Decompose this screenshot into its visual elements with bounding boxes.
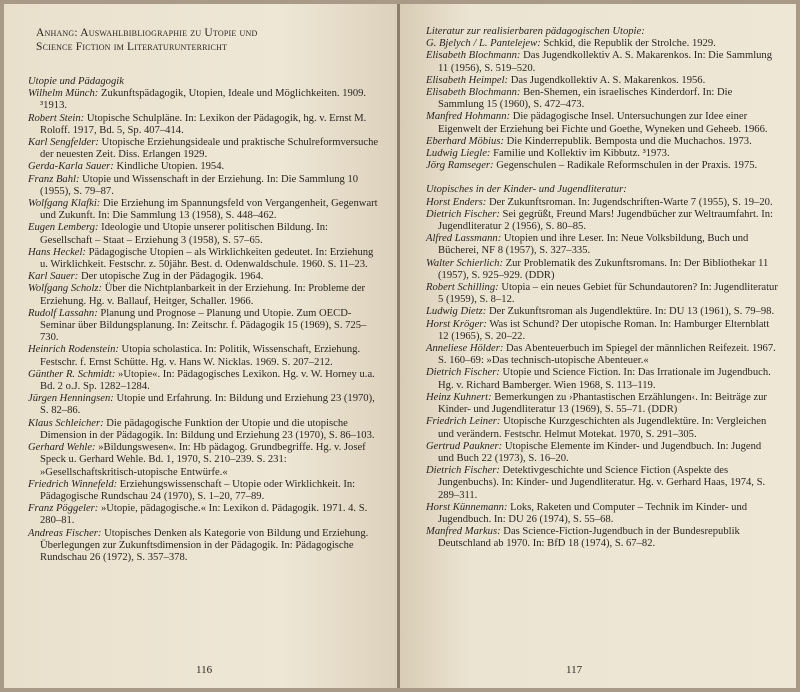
bibliography-entry — [426, 502, 778, 526]
bibliography-entry — [426, 160, 778, 172]
entry-author: Gerda-Karla Sauer: — [28, 161, 114, 173]
entry-author: Elisabeth Heimpel: — [426, 74, 509, 86]
bibliography-entry — [28, 113, 382, 137]
section-title-kinder-jugendliteratur: Utopisches in der Kinder- und Jugendliteratur: — [426, 184, 627, 196]
entry-text: Was ist Schund? Der utopische Roman. In: Hamburger Elternblatt 12 (1965), S. 20–22. — [438, 318, 770, 342]
entry-text: Erziehungswissenschaft – Utopie oder Wirklichkeit. In: Pädagogische Rundschau 24 (1970), S. 1–20, 77–89. — [40, 478, 356, 502]
section-title-realisierbare-utopie: Literatur zur realisierbaren pädagogischen Utopie: — [426, 26, 645, 37]
entry-author: Horst Künnemann: — [426, 501, 508, 513]
entry-text: Der utopische Zug in der Pädagogik. 1964. — [78, 271, 264, 283]
bibliography-entry — [28, 161, 382, 173]
entry-author: Eberhard Möbius: — [426, 135, 504, 147]
entry-author: Jürgen Henningsen: — [28, 393, 114, 405]
bibliography-entry — [28, 528, 382, 565]
entry-author: Wolfgang Scholz: — [28, 283, 103, 295]
entry-text: Utopische Erziehungsideale und praktische Schulreformversuche der neuesten Zeit. Diss. Erlangen 1929. — [40, 137, 379, 161]
entry-text: Loks, Raketen und Computer – Technik im Kinder- und Jugendbuch. In: DU 26 (1974), S. 55–68. — [438, 501, 748, 525]
entry-author: Friedrich Leiner: — [426, 416, 501, 428]
bibliography-entry — [426, 343, 778, 367]
bibliography-entry — [426, 38, 778, 50]
bibliography-entry — [426, 136, 778, 148]
entry-text: Über die Nichtplanbarkeit in der Erziehung. In: Probleme der Erziehung. Hg. v. Ballauf, Heitger, Schaller. 1966. — [40, 283, 366, 307]
entry-author: Elisabeth Blochmann: — [426, 50, 521, 62]
entry-author: Klaus Schleicher: — [28, 417, 104, 429]
bibliography-entry — [28, 137, 382, 161]
entry-text: Kindliche Utopien. 1954. — [113, 161, 225, 173]
bibliography-list-left — [28, 88, 382, 564]
entry-author: Dietrich Fischer: — [426, 208, 500, 220]
entry-author: Anneliese Hölder: — [426, 343, 504, 355]
entry-author: Alfred Lassmann: — [426, 233, 502, 245]
entry-author: G. Bjelych / L. Pantelejew: — [426, 38, 541, 50]
entry-text: Das Science-Fiction-Jugendbuch in der Bundesrepublik Deutschland ab 1970. In: BfD 18 (1974), S. 67–82. — [438, 526, 740, 550]
entry-text: Familie und Kollektiv im Kibbutz. ³1973. — [490, 148, 670, 160]
entry-text: Die Kinderrepublik. Bemposta und die Muchachos. 1973. — [503, 135, 752, 147]
entry-author: Günther R. Schmidt: — [28, 368, 116, 380]
bibliography-entry — [28, 271, 382, 283]
entry-author: Friedrich Winnefeld: — [28, 478, 118, 490]
bibliography-entry — [28, 479, 382, 503]
entry-text: Das Jugendkollektiv A. S. Makarenkos. 1956. — [508, 74, 706, 86]
section-title-utopie-paedagogik: Utopie und Pädagogik — [28, 76, 124, 87]
entry-text: »Bildungswesen«. In: Hb pädagog. Grundbegriffe. Hg. v. Josef Speck u. Gerhard Wehle. Bd. 1, 1970, S. 210–239. S. 231: »Gesellschaftskritisch-utopische Entwürfe.« — [40, 442, 366, 478]
entry-text: Das Jugendkollektiv A. S. Makarenkos. In: Die Sammlung 11 (1956), S. 519–520. — [438, 50, 773, 74]
bibliography-entry — [426, 319, 778, 343]
page-number-right: 117 — [566, 664, 583, 676]
entry-author: Manfred Hohmann: — [426, 111, 511, 123]
bibliography-entry — [426, 75, 778, 87]
entry-author: Jörg Ramseger: — [426, 160, 494, 172]
left-page — [4, 4, 398, 688]
bibliography-entry — [426, 50, 778, 74]
bibliography-entry — [426, 148, 778, 160]
entry-author: Walter Schierlich: — [426, 257, 503, 269]
entry-author: Dietrich Fischer: — [426, 465, 500, 477]
entry-author: Heinrich Rodenstein: — [28, 344, 119, 356]
entry-author: Karl Sengfelder: — [28, 137, 99, 149]
entry-author: Gertrud Paukner: — [426, 440, 503, 452]
bibliography-entry — [426, 392, 778, 416]
bibliography-entry — [426, 306, 778, 318]
bibliography-entry — [28, 198, 382, 222]
entry-author: Hans Heckel: — [28, 246, 86, 258]
entry-author: Ludwig Liegle: — [426, 148, 491, 160]
entry-author: Manfred Markus: — [426, 526, 501, 538]
entry-text: Die Erziehung im Spannungsfeld von Vergangenheit, Gegenwart und Zukunft. In: Die Sammlung 13 (1958), S. 448–462. — [40, 198, 378, 222]
entry-text: Der Zukunftsroman als Jugendlektüre. In: DU 13 (1961), S. 79–98. — [486, 306, 775, 318]
bibliography-entry — [28, 222, 382, 246]
section-gap — [426, 172, 778, 184]
bibliography-list-right-1 — [426, 38, 778, 172]
right-page — [400, 4, 796, 688]
bibliography-entry — [426, 258, 778, 282]
entry-author: Wolfgang Klafki: — [28, 198, 101, 210]
entry-text: Pädagogische Utopien – als Wirklichkeiten gedeutet. In: Erziehung u. Wirklichkeit. Festschr. z. 50jähr. Best. d. Odenwaldschule. 1960. S. 11–23. — [40, 246, 374, 271]
entry-text: »Utopie, pädagogische.« In: Lexikon d. Pädagogik. 1971. 4. S. 280–81. — [40, 503, 368, 527]
entry-author: Franz Bahl: — [28, 173, 80, 185]
left-page-content — [28, 26, 382, 564]
bibliography-entry — [28, 344, 382, 368]
page-number-left: 116 — [196, 664, 213, 676]
heading-line-2: Science Fiction im Literaturunterricht — [36, 41, 228, 53]
entry-text: Utopie und Wissenschaft in der Erziehung. In: Die Sammlung 10 (1955), S. 79–87. — [40, 173, 359, 197]
entry-author: Gerhard Wehle: — [28, 442, 96, 454]
bibliography-entry — [426, 441, 778, 465]
bibliography-list-right-2 — [426, 197, 778, 551]
appendix-heading — [28, 26, 382, 54]
entry-author: Andreas Fischer: — [28, 527, 102, 539]
bibliography-entry — [426, 197, 778, 209]
bibliography-entry — [426, 416, 778, 440]
bibliography-entry — [426, 111, 778, 135]
entry-text: Gegenschulen – Radikale Reformschulen in der Praxis. 1975. — [493, 160, 758, 172]
entry-author: Rudolf Lassahn: — [28, 307, 98, 319]
entry-text: Zur Problematik des Zukunftsromans. In: Der Bibliothekar 11 (1957), S. 925–929. (DDR) — [438, 257, 769, 281]
entry-text: Zukunftspädagogik, Utopien, Ideale und Möglichkeiten. 1909. ³1913. — [40, 88, 367, 112]
bibliography-entry — [426, 209, 778, 233]
entry-author: Eugen Lemberg: — [28, 222, 99, 234]
entry-text: Utopie und Erfahrung. In: Bildung und Erziehung 23 (1970), S. 82–86. — [40, 393, 375, 417]
entry-author: Horst Kröger: — [426, 318, 487, 330]
bibliography-entry — [28, 88, 382, 112]
entry-text: Bemerkungen zu ›Phantastischen Erzählungen‹. In: Beiträge zur Kinder- und Jugendliteratur 13 (1969), S. 55–71. (DDR) — [438, 391, 767, 416]
bibliography-entry — [28, 174, 382, 198]
entry-text: Die pädagogische Funktion der Utopie und die utopische Dimension in der Pädagogik. In: Bildung und Erziehung 23 (1970), S. 86–103. — [40, 417, 375, 441]
entry-author: Karl Sauer: — [28, 271, 79, 283]
entry-text: Das Abenteuerbuch im Spiegel der männlichen Reifezeit. 1967. S. 160–69: »Das technisch-utopische Abenteuer.« — [438, 343, 776, 367]
entry-text: Utopische Elemente im Kinder- und Jugendbuch. In: Jugend und Buch 22 (1973), S. 16–20. — [438, 440, 762, 464]
entry-text: Schkid, die Republik der Strolche. 1929. — [540, 38, 716, 50]
bibliography-entry — [426, 282, 778, 306]
bibliography-entry — [426, 465, 778, 502]
entry-author: Wilhelm Münch: — [28, 88, 99, 100]
entry-author: Dietrich Fischer: — [426, 367, 500, 379]
bibliography-entry — [28, 283, 382, 307]
entry-text: Utopia – ein neues Gebiet für Schundautoren? In: Jugendliteratur 5 (1959), S. 8–12. — [438, 282, 778, 306]
entry-text: Die pädagogische Insel. Untersuchungen zur Idee einer Eigenwelt der Erziehung bei Fichte und Goethe, Wyneken und Geheeb. 1966. — [438, 111, 768, 135]
entry-text: Ideologie und Utopie unserer politischen Bildung. In: Gesellschaft – Staat – Erziehung 3 (1958), S. 57–65. — [40, 222, 329, 246]
bibliography-entry — [28, 442, 382, 479]
bibliography-entry — [426, 87, 778, 111]
right-page-content — [426, 26, 778, 551]
bibliography-entry — [28, 503, 382, 527]
entry-text: Detektivgeschichte und Science Fiction (Aspekte des Jungenbuchs). In: Kinder- und Jugendliteratur. Hg. v. Gerhard Haas, 1974, S. 289–311. — [438, 465, 766, 501]
bibliography-entry — [426, 367, 778, 391]
bibliography-entry — [426, 233, 778, 257]
entry-author: Robert Stein: — [28, 112, 85, 124]
entry-text: Utopisches Denken als Kategorie von Bildung und Erziehung. Überlegungen zur Zukunftsdimension in der Pädagogik. In: Pädagogische Rundschau 26 (1972), S. 357–378. — [40, 527, 369, 563]
heading-line-1: Anhang: Auswahlbibliographie zu Utopie und — [36, 27, 258, 39]
bibliography-entry — [28, 369, 382, 393]
entry-author: Ludwig Dietz: — [426, 306, 487, 318]
entry-text: Ben-Shemen, ein israelisches Kinderdorf. In: Die Sammlung 15 (1960), S. 472–473. — [438, 87, 733, 111]
bibliography-entry — [28, 247, 382, 271]
bibliography-entry — [28, 308, 382, 345]
entry-text: Utopische Schulpläne. In: Lexikon der Pädagogik, hg. v. Ernst M. Roloff. 1917, Bd. 5, Sp. 407–414. — [40, 112, 367, 136]
entry-author: Horst Enders: — [426, 196, 487, 208]
bibliography-entry — [28, 418, 382, 442]
entry-author: Elisabeth Blochmann: — [426, 87, 521, 99]
entry-text: Sei gegrüßt, Freund Mars! Jugendbücher zur Weltraumfahrt. In: Jugendliteratur 2 (1956), S. 80–85. — [438, 208, 773, 233]
entry-text: »Utopie«. In: Pädagogisches Lexikon. Hg. v. W. Horney u.a. Bd. 2 o.J. Sp. 1282–1284. — [40, 368, 375, 393]
entry-author: Franz Pöggeler: — [28, 503, 99, 515]
entry-text: Planung und Prognose – Planung und Utopie. Zum OECD-Seminar über Bildungsplanung. In: Zeitschr. f. Pädagogik 15 (1969), S. 725–730. — [40, 307, 367, 344]
entry-text: Utopien und ihre Leser. In: Neue Volksbildung, Buch und Bücherei, NF 8 (1957), S. 327–335. — [438, 233, 749, 257]
entry-text: Der Zukunftsroman. In: Jugendschriften-Warte 7 (1955), S. 19–20. — [486, 196, 773, 208]
entry-text: Utopische Kurzgeschichten als Jugendlektüre. In: Vergleichen und verändern. Festschr. Helmut Motekat. 1970, S. 291–305. — [438, 416, 767, 440]
bibliography-entry — [28, 393, 382, 417]
entry-text: Utopia scholastica. In: Politik, Wissenschaft, Erziehung. Festschr. f. Ernst Schütte. Hg. v. Hans W. Nicklas. 1969. S. 207–212. — [40, 344, 361, 368]
entry-author: Robert Schilling: — [426, 282, 499, 294]
entry-author: Heinz Kuhnert: — [426, 391, 492, 403]
entry-text: Utopie und Science Fiction. In: Das Irrationale im Jugendbuch. Hg. v. Richard Bamberger. Wien 1968, S. 113–119. — [438, 367, 771, 391]
bibliography-entry — [426, 526, 778, 550]
